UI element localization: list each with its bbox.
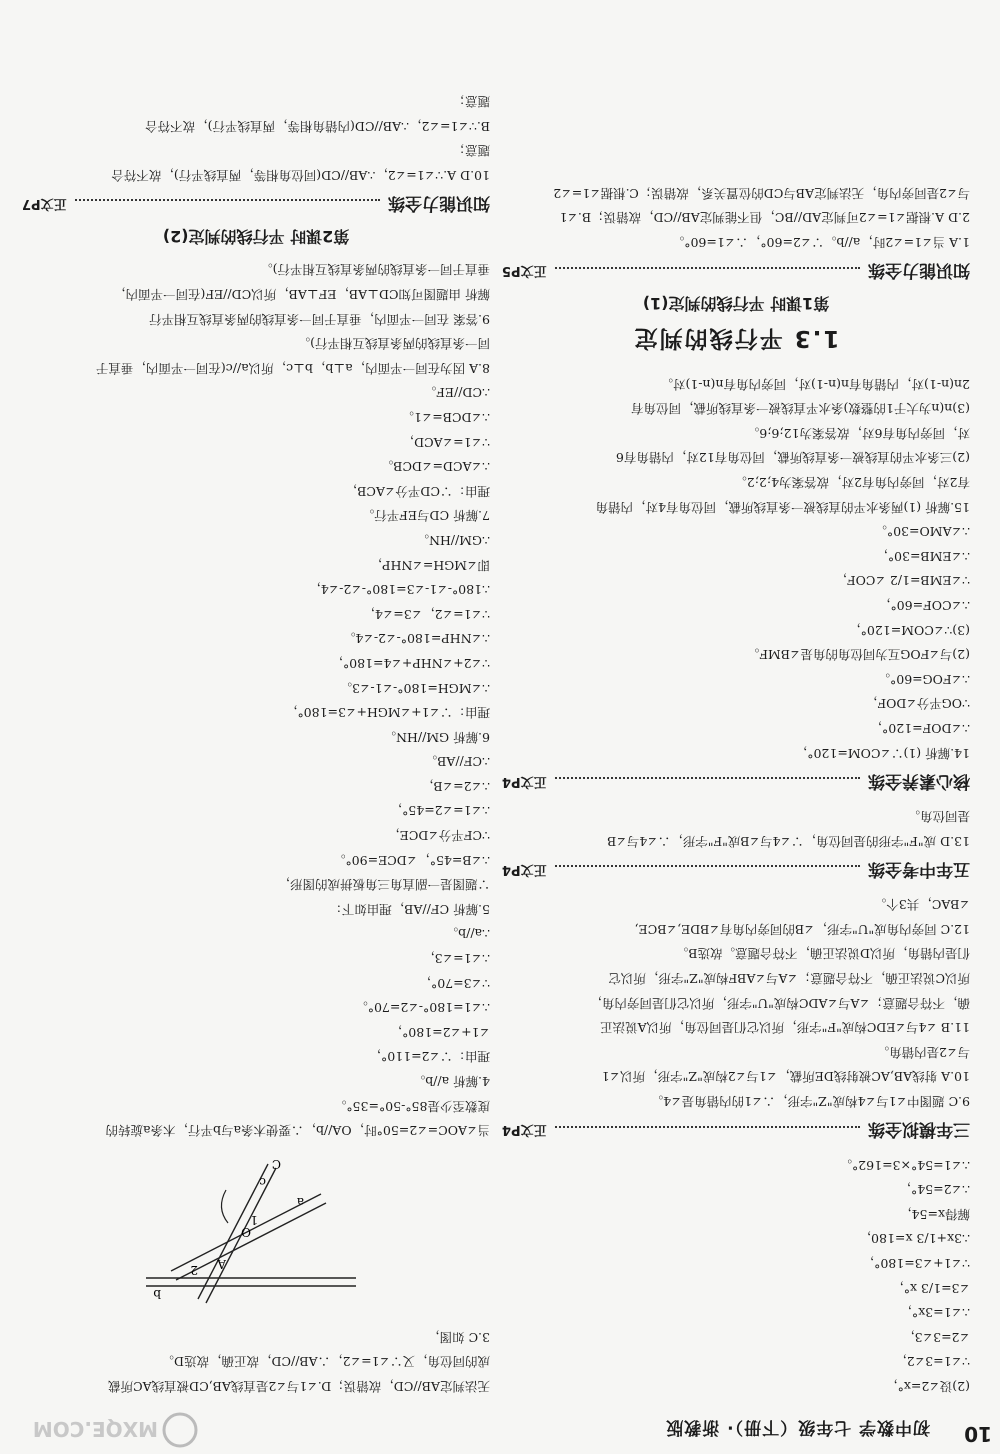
text-block-top: [22, 1324, 490, 1398]
text-line: ∵∠EMB=1/2 ∠COF，: [834, 573, 970, 589]
text-block-knowledge-2: [22, 88, 490, 186]
left-column: [502, 180, 970, 1398]
text-line: 是同位角。: [907, 809, 970, 825]
label-A: A: [217, 1257, 226, 1272]
text-line: 确，不符合题意；∠A与∠ADC构成"U"字形，所以它们是同旁内角，: [589, 995, 970, 1011]
text-line: 当∠AOC=∠2=50°时，OA//b，∴要使木条a与b平行，木条a旋转的: [105, 1123, 490, 1139]
line-c-right: [198, 1164, 268, 1299]
text-line: 15.解析 (1)两条水平的直线被一条直线所截，同位角有4对，内错角: [595, 499, 970, 515]
text-line: 2.D A.根据∠1=∠2可判定AD//BC，但不能判定AB//CD，故错误；B.∠1: [559, 210, 970, 226]
rotation-arrow: [221, 1190, 228, 1223]
text-line: ∴∠EMB=30°，: [875, 548, 970, 564]
section-page-ref: 正文P7: [22, 195, 67, 211]
text-line: ∴∠DOF=120°，: [869, 720, 970, 736]
text-line: 11.B ∠4与∠EDC构成"F"字形，所以它们是同位角，所以A说法正: [600, 1020, 970, 1036]
text-line: 13.D 成"F"字形的是同位角，∵∠4与∠B成"F"字形，∴∠4与∠B: [607, 833, 970, 849]
label-b: b: [153, 1287, 161, 1302]
text-line: 12.C 同旁内角成"U"字形，∠B的同旁内角有∠BDE,∠BCE,: [634, 921, 970, 937]
text-line: 垂直于同一条直线的两条直线互相平行)。: [260, 262, 490, 278]
text-line: 即∠MGH=∠NHP，: [369, 557, 490, 573]
text-line: ∵OG平分∠DOF，: [864, 696, 970, 712]
text-line: 所以C说法正确，不符合题意；∠A与∠ABF构成"Z"字形，所以它: [608, 971, 970, 987]
text-line: 解得x=54，: [899, 1206, 970, 1222]
label-c: c: [259, 1175, 266, 1190]
text-line: ∴∠COF=60°，: [877, 597, 970, 613]
text-line: 无法判定AB//CD，故错误；D.∠1与∠2是直线AB,CD被直线AC所截: [108, 1379, 490, 1394]
svg-text:MXQE.COM: MXQE.COM: [32, 1417, 158, 1441]
text-line: 题意；: [452, 143, 490, 159]
section-header-exam: [502, 859, 970, 884]
section-header-knowledge: [502, 260, 970, 285]
section-page-ref: 正文P4: [502, 861, 547, 877]
chapter-heading: 1.3 平行线的判定: [632, 325, 840, 352]
text-line: (3)n(n为大于1的整数)条水平直线被一条直线所截，同位角有: [630, 401, 970, 417]
text-line: ∴CF//AB。: [424, 754, 490, 770]
label-angle-2: 2: [190, 1263, 198, 1278]
text-line: (2)与∠FOG互为同位角的角是∠BMF。: [746, 647, 970, 663]
text-block-knowledge: [502, 180, 970, 254]
text-line: 有2对，同旁内角有2对，故答案为4;2;2。: [734, 475, 970, 490]
text-line: ∴∠ACD=∠DCB。: [380, 459, 490, 475]
text-line: ∴∠1=∠2=45°，: [389, 803, 490, 819]
text-line: ∵∠1=∠ACD，: [401, 434, 490, 450]
text-line: 1.A 当∠1=∠2时，a//b。∵∠2=60°，∴∠1=60°。: [671, 235, 970, 251]
text-line: ∴∠2=∠B，: [420, 778, 490, 794]
text-line: 10.A 射线AB,AC被射线DE所截，∠1与∠2构成"Z"字形，所以∠1: [601, 1069, 970, 1085]
text-line: B.∵∠1=∠2，∴AB//CD(内错角相等，两直线平行)，故不符合: [145, 118, 490, 134]
section-title: 核心素养全练: [868, 770, 970, 791]
section-page-ref: 正文P5: [502, 263, 547, 279]
dotted-leader: [555, 267, 860, 279]
text-line: ∵∠3=70°，: [418, 975, 490, 991]
dotted-leader: [555, 865, 860, 877]
text-line: 同一条直线的两条直线互相平行)。: [297, 336, 490, 352]
lesson-heading: 第1课时 平行线的判定(1): [642, 294, 830, 314]
text-line: ∵CF平分∠DCE，: [387, 828, 490, 844]
text-line: 10.D A.∵∠1=∠2，∴AB//CD(同位角相等，两直线平行)，故不符合: [111, 167, 490, 183]
text-line: 8.A 因为在同一平面内，a⊥b，b⊥c，所以a//c(在同一平面内，垂直于: [95, 360, 490, 376]
watermark-logo: [10, 1410, 200, 1450]
text-line: ∴∠1=3x°，: [899, 1305, 970, 1321]
text-line: ∴3x+1/3 x=180，: [858, 1231, 970, 1247]
page-header: [0, 1406, 1000, 1454]
text-block-solutions: [22, 257, 490, 1142]
text-block-exam: [502, 804, 970, 853]
section-page-ref: 正文P4: [502, 773, 547, 789]
text-line: ∴∠1=∠3，: [422, 951, 490, 967]
text-line: ∠1+∠2=180°，: [389, 1024, 490, 1040]
text-line: ∴∠DCB=∠1。: [401, 410, 490, 425]
text-line: (2)设∠2=x°，: [885, 1379, 970, 1394]
section-title: 三年模拟全练: [868, 1119, 970, 1140]
text-line: 们是内错角，所以D说法正确，不符合题意。故选B。: [675, 946, 970, 962]
section-page-ref: 正文P4: [502, 1122, 547, 1138]
label-C: C: [271, 1157, 281, 1172]
label-a: a: [296, 1195, 304, 1210]
section-header-simulation: [502, 1119, 970, 1144]
text-line: 解析 由题图可知CD⊥AB，EF⊥AB，所以CD//EF(在同一平面内，: [113, 287, 490, 303]
text-line: ∴180°-∠1-∠3=180°-∠2-∠4，: [308, 582, 490, 598]
text-line: 14.解析 (1)∵∠COM=120°，: [794, 745, 970, 761]
section-title: 知识能力全练: [388, 192, 490, 213]
text-line: ∴∠1=54°×3=162°。: [839, 1157, 970, 1173]
text-line: ∠BAC，共3个。: [873, 897, 970, 913]
text-line: 4.解析 a//b。: [412, 1074, 490, 1090]
text-line: ∴∠1=180°-∠2=70°。: [355, 1000, 490, 1016]
text-line: (2)三条水平的直线被一条直线所截，同位角有12对，内错角有6: [615, 450, 970, 466]
text-line: 与∠2是内错角。: [876, 1044, 970, 1060]
text-line: ∴∠AMO=30°。: [874, 524, 970, 540]
text-line: 成的同位角，又∵∠1=∠2，∴AB//CD，故正确，故选D。: [161, 1354, 490, 1370]
text-line: 对，同旁内角有6对，故答案为12;6;6。: [746, 425, 970, 441]
section-title: 知识能力全练: [868, 260, 970, 281]
text-line: ∠2=3∠3，: [902, 1329, 970, 1345]
text-line: 5.解析 CF//AB，理由如下：: [329, 901, 490, 917]
text-line: ∴∠FOG=60°。: [877, 671, 970, 687]
section-title: 五年中考全练: [868, 858, 970, 879]
text-line: 题意；: [452, 94, 490, 110]
book-title: 初中数学 七年级（下册）· 浙教版: [665, 1417, 930, 1437]
text-line: 理由：∵CD平分∠ACB，: [344, 483, 490, 499]
text-line: 2n(n-1)对，内错角有n(n-1)对，同旁内角有n(n-1)对。: [660, 376, 970, 392]
text-block-simulation: [502, 892, 970, 1113]
page-number: 10: [964, 1422, 992, 1446]
text-line: 3.C 如图，: [427, 1329, 490, 1345]
text-line: ∴a//b。: [445, 926, 490, 942]
text-line: ∴∠MGH=180°-∠1-∠3。: [339, 680, 490, 696]
text-line: ∵∠1+∠3=180°，: [861, 1256, 970, 1272]
text-block-before-heading: [502, 1152, 970, 1398]
text-line: ∠3=1/3 x°，: [891, 1280, 970, 1296]
text-line: ∴GM//HN。: [416, 532, 490, 548]
dotted-leader: [75, 199, 380, 211]
text-line: ∵∠1=∠2，∠3=∠4，: [362, 606, 490, 622]
text-line: (3)∵∠COM=120°，: [848, 622, 970, 638]
label-angle-1: 1: [250, 1213, 258, 1228]
text-line: ∴∠B=45°，∠DCE=90°。: [332, 852, 490, 868]
text-line: ∴∠2=54°，: [898, 1182, 970, 1198]
text-line: 9.答案 在同一平面内，垂直于同一条直线的两条直线互相平行: [149, 311, 490, 327]
lesson-heading-2: 第2课时 平行线的判定(2): [162, 226, 350, 246]
text-line: 与∠2是同旁内角，无法判定AB与CD的位置关系，故错误；C.根据∠1=∠2: [553, 185, 970, 201]
text-line: 度数至少是85°-50°=35°。: [333, 1098, 490, 1114]
label-O: O: [241, 1225, 251, 1240]
text-line: ∴CD//EF。: [423, 385, 490, 401]
dotted-leader: [555, 777, 860, 789]
text-line: 7.解析 CD与EF平行。: [361, 508, 490, 524]
text-line: ∵∠2+∠NHP+∠4=180°，: [330, 655, 490, 671]
text-line: 9.C 题图中∠1与∠4构成"Z"字形，∴∠1的内错角是∠4。: [650, 1094, 970, 1110]
text-line: ∵∠1=3∠2，: [894, 1354, 970, 1370]
section-header-knowledge-2: [22, 193, 490, 218]
text-line: 理由：∵∠2=110°，: [368, 1049, 490, 1065]
text-block-core: [502, 371, 970, 765]
rotation-figure: [136, 1148, 376, 1318]
right-column: [22, 88, 490, 1398]
section-header-core: [502, 771, 970, 796]
dotted-leader: [555, 1126, 860, 1138]
text-line: 理由：∵∠1+∠MGH+∠3=180°，: [284, 705, 490, 721]
text-line: ∵题图是一副直角三角板拼成的图形，: [277, 877, 490, 893]
text-line: ∴∠NHP=180°-∠2-∠4。: [342, 631, 490, 647]
text-line: 6.解析 GM//HN。: [383, 729, 490, 745]
